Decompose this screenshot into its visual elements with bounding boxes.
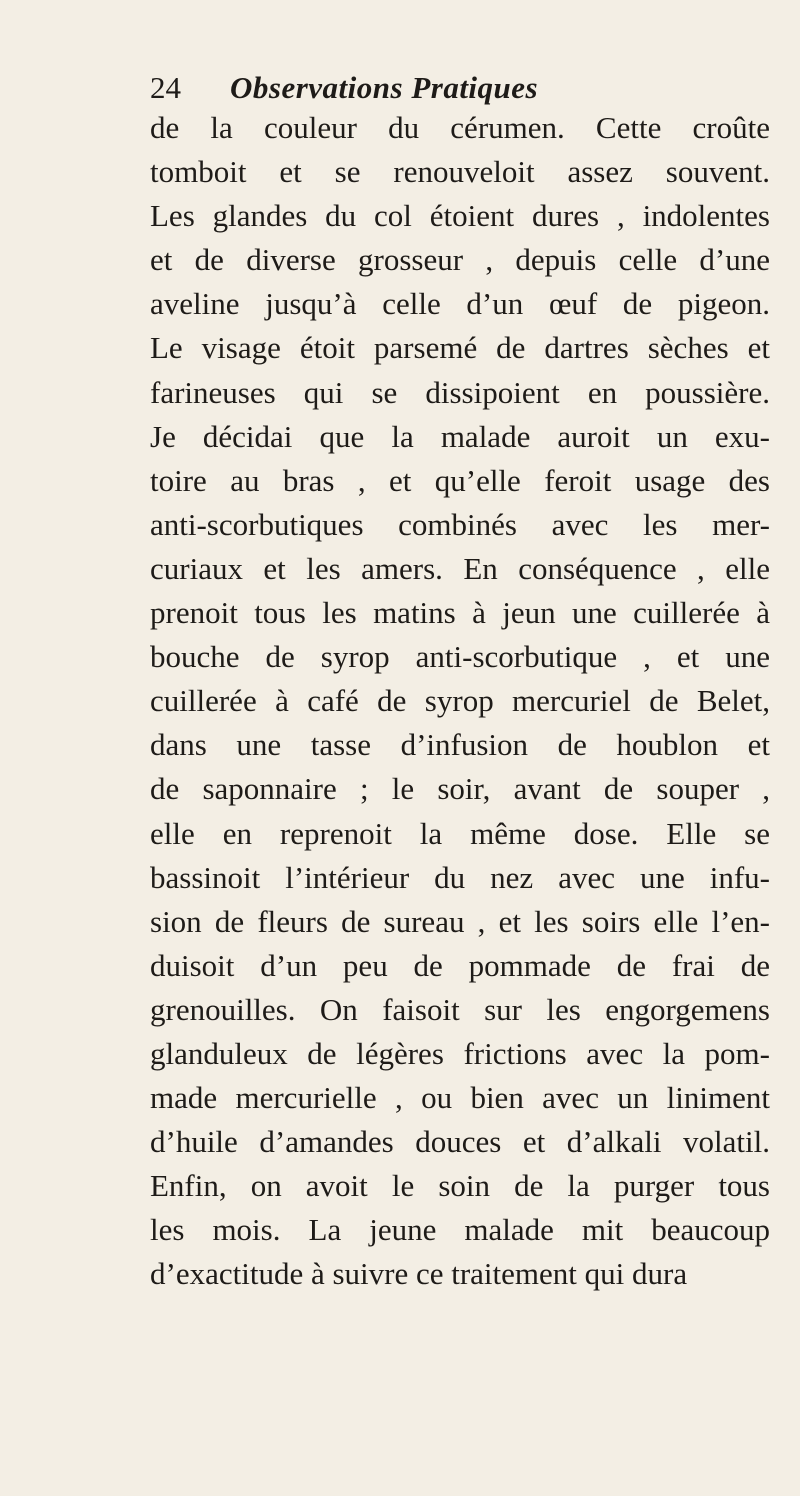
text-line: de la couleur du cérumen. Cette croûte <box>150 110 770 145</box>
text-line: Les glandes du col étoient dures , indolentes <box>150 198 770 234</box>
text-line: sion de fleurs de sureau , et les soirs elle l’en- <box>150 903 770 939</box>
text-line: Je décidai que la malade auroit un exu- <box>150 418 770 454</box>
text-line: bouche de syrop anti-scorbutique , et une <box>150 639 770 675</box>
text-line: et de diverse grosseur , depuis celle d’une <box>150 242 770 278</box>
text-line: elle en reprenoit la même dose. Elle se <box>150 815 770 851</box>
text-line: prenoit tous les matins à jeun une cuillerée à <box>150 595 770 631</box>
text-line: grenouilles. On faisoit sur les engorgemens <box>150 991 770 1027</box>
text-line: duisoit d’un peu de pommade de frai de <box>150 947 770 983</box>
text-line: anti-scorbutiques combinés avec les mer- <box>150 506 770 542</box>
page-number: 24 <box>150 70 181 105</box>
text-line: farineuses qui se dissipoient en poussière. <box>150 374 770 410</box>
text-line: les mois. La jeune malade mit beaucoup <box>150 1212 770 1248</box>
text-line: glanduleux de légères frictions avec la pom- <box>150 1035 770 1071</box>
running-title: Observations Pratiques <box>230 70 539 105</box>
text-line: Enfin, on avoit le soin de la purger tous <box>150 1168 770 1204</box>
text-line: made mercurielle , ou bien avec un liniment <box>150 1080 770 1116</box>
text-line: toire au bras , et qu’elle feroit usage des <box>150 462 770 498</box>
text-line: Le visage étoit parsemé de dartres sèches et <box>150 330 770 366</box>
text-line: d’exactitude à suivre ce traitement qui dura <box>150 1256 688 1292</box>
text-line: d’huile d’amandes douces et d’alkali volatil. <box>150 1124 770 1160</box>
text-line: aveline jusqu’à celle d’un œuf de pigeon. <box>150 286 770 322</box>
text-line: dans une tasse d’infusion de houblon et <box>150 727 770 763</box>
text-line: cuillerée à café de syrop mercuriel de Belet, <box>150 683 770 719</box>
text-line: de saponnaire ; le soir, avant de souper , <box>150 771 770 807</box>
text-line: bassinoit l’intérieur du nez avec une infu- <box>150 859 770 895</box>
body-text <box>150 106 770 1297</box>
text-line: tomboit et se renouveloit assez souvent. <box>150 154 770 190</box>
text-line: curiaux et les amers. En conséquence , elle <box>150 550 770 586</box>
